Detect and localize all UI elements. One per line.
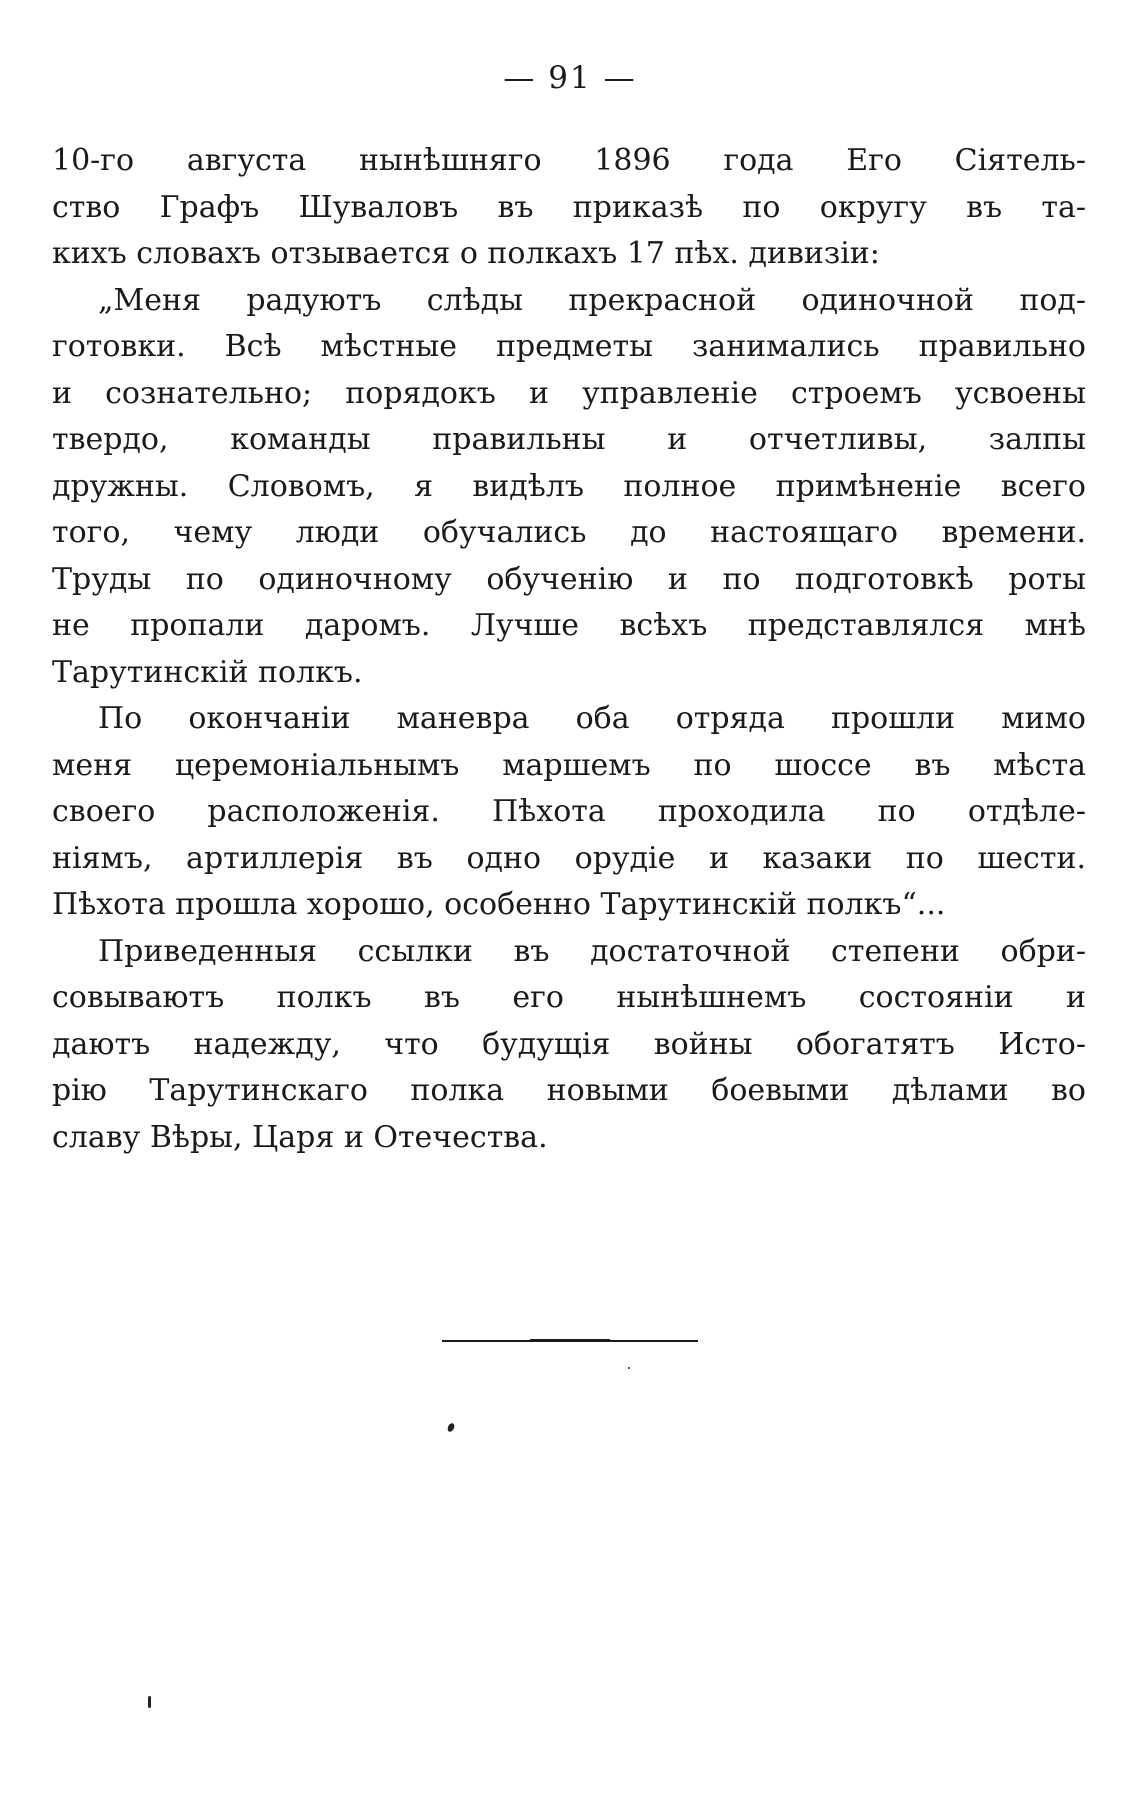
text-line: Приведенныя ссылки въ достаточной степени обри- (98, 933, 1086, 969)
text-line: Пѣхота прошла хорошо, особенно Тарутинскій полкъ“... (52, 887, 946, 922)
text-line: „Меня радуютъ слѣды прекрасной одиночной под- (98, 282, 1086, 318)
text-line: твердо, команды правильны и отчетливы, залпы (52, 422, 1086, 457)
text-line: ство Графъ Шуваловъ въ приказѣ по округу въ та- (52, 189, 1086, 225)
text-line: рію Тарутинскаго полка новыми боевыми дѣлами во (52, 1073, 1086, 1108)
text-line: дружны. Словомъ, я видѣлъ полное примѣненіе всего (52, 468, 1086, 504)
ink-speck (148, 1696, 151, 1708)
ink-speck (446, 1422, 455, 1433)
page-number: — 91 — (503, 60, 637, 96)
text-line: По окончаніи маневра оба отряда прошли мимо (98, 701, 1086, 736)
text-line: славу Вѣры, Царя и Отечества. (52, 1119, 548, 1155)
text-line: Тарутинскій полкъ. (52, 654, 363, 690)
text-line: кихъ словахъ отзывается о полкахъ 17 пѣх. дивизіи: (52, 236, 880, 271)
text-line: ніямъ, артиллерія въ одно орудіе и казаки по шести. (52, 840, 1086, 876)
text-line: 10-го августа нынѣшняго 1896 года Его Сіятель- (52, 143, 1086, 178)
section-divider-accent (530, 1339, 610, 1342)
text-line: Труды по одиночному обученію и по подготовкѣ роты (52, 561, 1086, 597)
text-line: и сознательно; порядокъ и управленіе строемъ усвоены (52, 375, 1086, 411)
text-line: того, чему люди обучались до настоящаго времени. (52, 515, 1086, 550)
text-line: не пропали даромъ. Лучше всѣхъ представлялся мнѣ (52, 608, 1086, 643)
ink-speck (628, 1367, 630, 1369)
text-line: своего расположенія. Пѣхота проходила по отдѣле- (52, 794, 1086, 829)
text-line: готовки. Всѣ мѣстные предметы занимались правильно (52, 329, 1086, 364)
text-line: совываютъ полкъ въ его нынѣшнемъ состояніи и (52, 980, 1086, 1015)
body-text (52, 138, 1086, 1161)
text-line: меня церемоніальнымъ маршемъ по шоссе въ мѣста (52, 747, 1086, 783)
text-line: даютъ надежду, что будущія войны обогатятъ Исто- (52, 1026, 1086, 1062)
